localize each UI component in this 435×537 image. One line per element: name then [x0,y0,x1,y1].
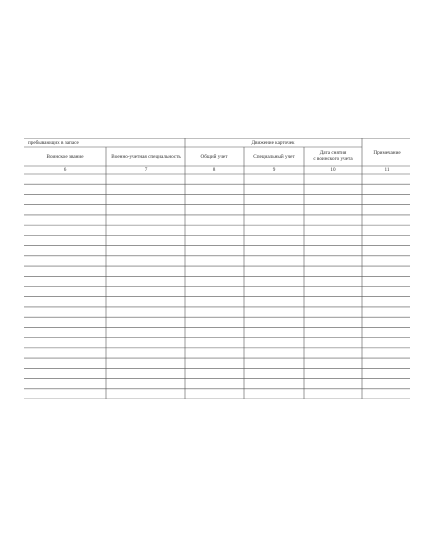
col-number-9: 9 [272,167,276,173]
col-header-general: Общий учет [200,154,228,160]
col-number-6: 6 [63,167,67,173]
group-header-left: пребывающих в запасе [28,140,79,146]
col-number-10: 10 [330,167,336,173]
col-header-special: Специальный учет [253,154,295,160]
col-number-8: 8 [212,167,216,173]
col-header-removal-date-1: Дата снятия [319,150,347,156]
col-header-note: Примечание [373,150,401,156]
col-number-11: 11 [384,167,390,173]
col-header-removal-date-2: с воинского учета [313,156,353,162]
col-number-7: 7 [144,167,148,173]
table-grid [24,138,410,399]
col-header-specialty: Военно-учетная специальность [111,154,181,160]
group-header-right: Движение карточек [251,140,295,146]
col-header-rank: Воинское звание [46,154,84,160]
